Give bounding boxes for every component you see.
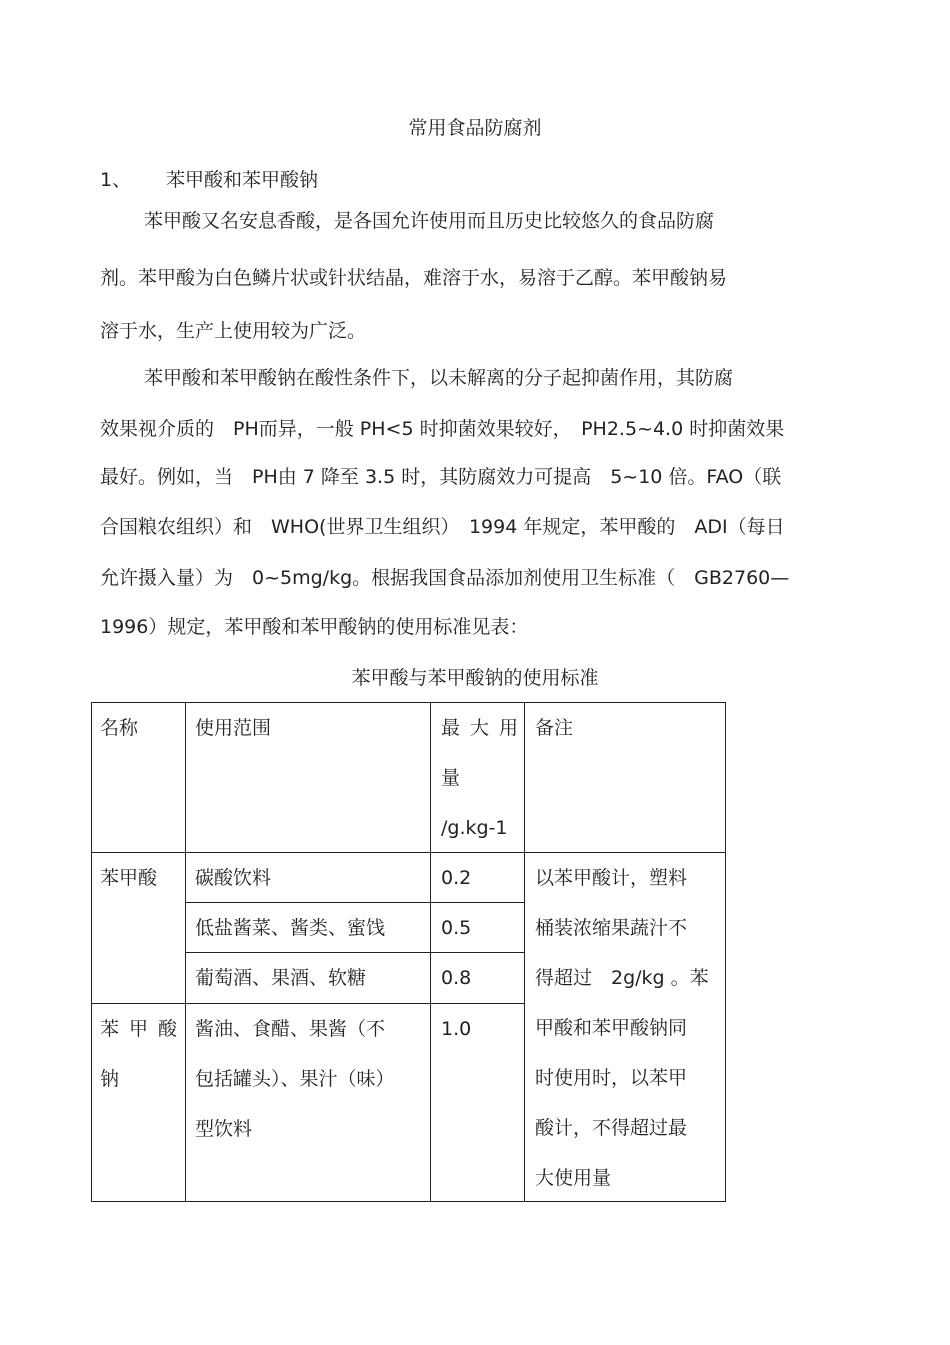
note-line: 甲酸和苯甲酸钠同 [535,1017,688,1039]
header-cell-name: 名称 [91,702,186,853]
section-number: 1、 [100,169,132,191]
note-line: 以苯甲酸计，塑料 [535,867,688,889]
paragraph-line: 苯甲酸又名安息香酸，是各国允许使用而且历史比较悠久的食品防腐 [144,210,715,232]
header-cell-note: 备注 [524,702,726,853]
note-line: 大使用量 [535,1167,612,1189]
note-line: 时使用时，以苯甲 [535,1067,688,1089]
name-cell-sodium-benzoate: 苯甲酸 钠 [91,1003,186,1202]
note-line: 得超过 2g/kg 。苯 [535,967,709,989]
section-heading: 苯甲酸和苯甲酸钠 [166,169,319,191]
paragraph-line: 允许摄入量）为 0~5mg/kg。根据我国食品添加剂使用卫生标准（ GB2760— [100,567,790,589]
table-row-scope: 碳酸饮料 [185,852,431,903]
table-row-amount: 0.8 [430,952,525,1004]
paragraph-line: 苯甲酸和苯甲酸钠在酸性条件下，以未解离的分子起抑菌作用，其防腐 [144,367,734,389]
table-row-amount: 0.5 [430,902,525,953]
table-row-amount: 0.2 [430,852,525,903]
paragraph-line: 溶于水，生产上使用较为广泛。 [100,320,367,342]
header-cell-scope: 使用范围 [185,702,431,853]
paragraph-line: 合国粮农组织）和 WHO(世界卫生组织） 1994 年规定，苯甲酸的 ADI（每日 [100,516,785,538]
table-row-amount: 1.0 [430,1003,525,1202]
usage-standard-table [91,702,726,1202]
header-cell-max-amount: 最大用 量 /g.kg-1 [430,702,525,853]
table-row-scope: 葡萄酒、果酒、软糖 [185,952,431,1004]
note-cell [524,852,726,1202]
note-line: 桶装浓缩果蔬汁不 [535,917,688,939]
paragraph-line: 效果视介质的 PH而异，一般 PH<5 时抑菌效果较好， PH2.5~4.0 时抑菌效果 [100,418,785,440]
paragraph-line: 剂。苯甲酸为白色鳞片状或针状结晶，难溶于水，易溶于乙醇。苯甲酸钠易 [100,267,728,289]
paragraph-line: 1996）规定，苯甲酸和苯甲酸钠的使用标准见表： [100,616,529,638]
table-row-scope: 酱油、食醋、果酱（不 包括罐头）、果汁（味） 型饮料 [185,1003,431,1202]
paragraph-line: 最好。例如，当 PH由 7 降至 3.5 时，其防腐效力可提高 5~10 倍。FAO（联 [100,466,782,488]
table-caption: 苯甲酸与苯甲酸钠的使用标准 [351,667,599,689]
table-row-scope: 低盐酱菜、酱类、蜜饯 [185,902,431,953]
page-title: 常用食品防腐剂 [408,117,542,139]
note-line: 酸计，不得超过最 [535,1117,688,1139]
name-cell-benzoic-acid: 苯甲酸 [91,852,186,1004]
